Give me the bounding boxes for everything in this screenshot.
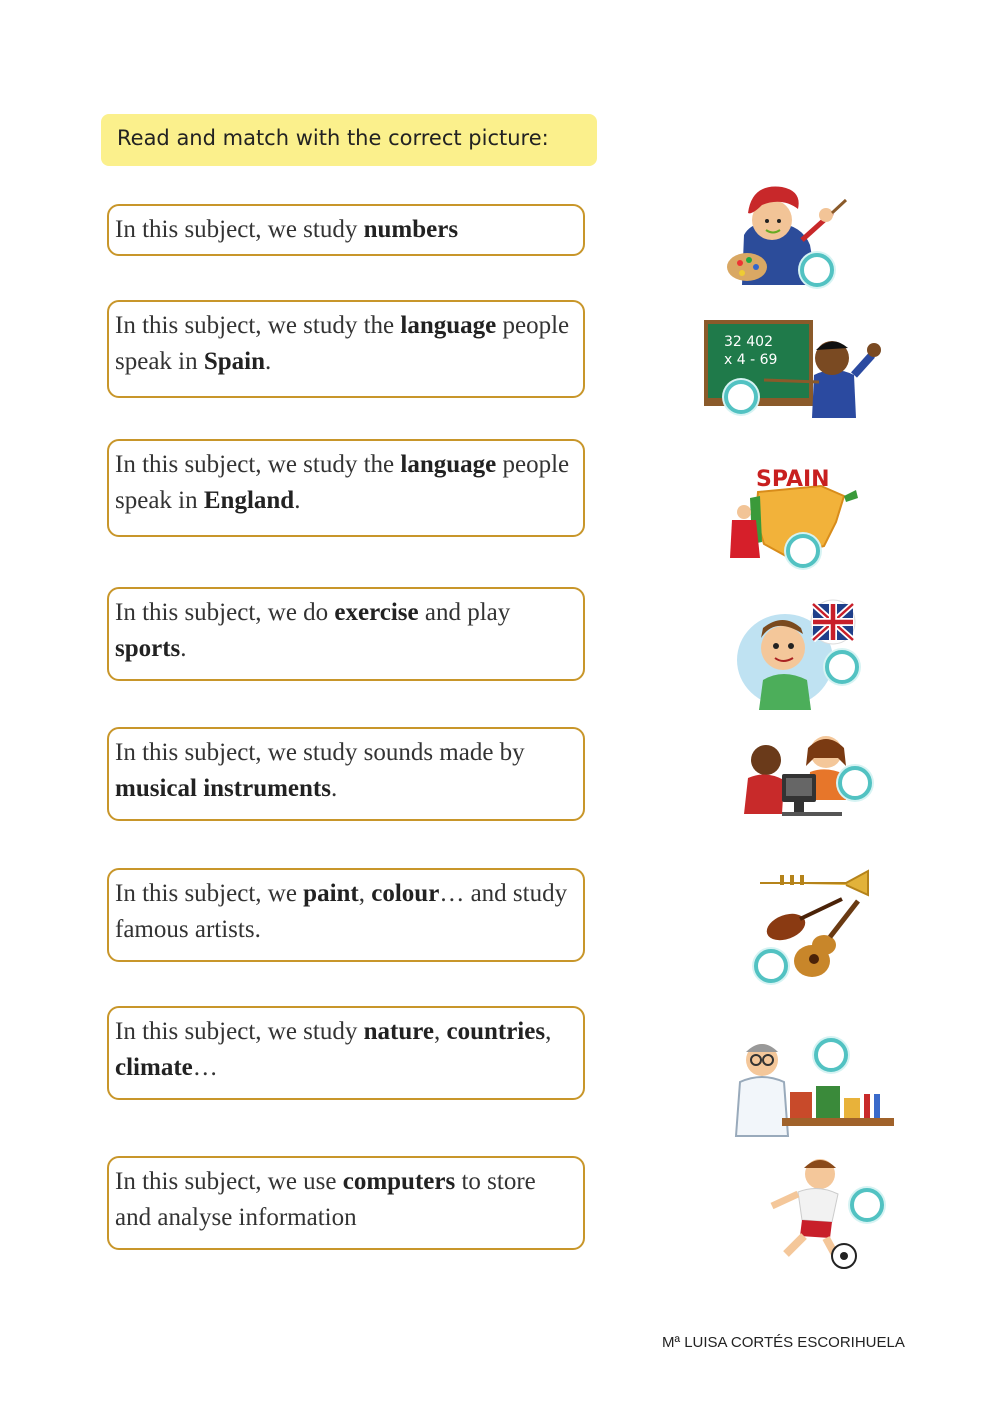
clue-text: . <box>294 487 301 514</box>
clue-box <box>107 1156 585 1250</box>
clue-box <box>107 587 585 681</box>
clue-text: … and study famous artists. <box>115 880 568 943</box>
keyword: language <box>400 312 497 339</box>
clue-text: … <box>192 1054 218 1081</box>
board-text-1: 32 402 <box>724 334 773 350</box>
clue-box <box>107 204 585 256</box>
author-credit: Mª LUISA CORTÉS ESCORIHUELA <box>662 1334 905 1351</box>
clue-text: In this subject, we study <box>115 216 364 243</box>
clue-box <box>107 727 585 821</box>
clue-text: In this subject, we do <box>115 599 335 626</box>
clue-text: people speak in <box>115 312 570 375</box>
clue-box <box>107 1006 585 1100</box>
answer-circle[interactable] <box>800 253 834 287</box>
english-teacher-picture <box>735 598 863 710</box>
keyword: sports <box>115 635 181 662</box>
computer-kids-picture <box>738 730 870 820</box>
keyword: computers <box>342 1168 456 1195</box>
answer-circle[interactable] <box>724 380 758 414</box>
football-player-picture <box>758 1150 888 1272</box>
musical-instruments-picture <box>750 865 872 983</box>
keyword: Spain <box>203 348 266 375</box>
answer-circle[interactable] <box>838 766 872 800</box>
keyword: paint <box>303 880 359 907</box>
clue-text: , <box>433 1018 447 1045</box>
answer-circle[interactable] <box>754 949 788 983</box>
clue-text: . <box>180 635 187 662</box>
instruction-banner: Read and match with the correct picture: <box>101 114 597 166</box>
clue-text: to store and analyse information <box>115 1168 536 1231</box>
keyword: climate <box>115 1054 193 1081</box>
keyword: exercise <box>334 599 419 626</box>
answer-circle[interactable] <box>850 1188 884 1222</box>
clue-text: , <box>545 1018 552 1045</box>
answer-circle[interactable] <box>825 650 859 684</box>
spain-map-picture <box>726 462 861 567</box>
clue-box <box>107 300 585 398</box>
clue-text: In this subject, we study <box>115 1018 364 1045</box>
keyword: England <box>203 487 295 514</box>
clue-text: . <box>265 348 272 375</box>
clue-text: In this subject, we study sounds made by <box>115 739 525 766</box>
clue-text: people speak in <box>115 451 570 514</box>
math-teacher-picture <box>704 320 886 420</box>
clue-box <box>107 439 585 537</box>
clue-text: and play <box>418 599 511 626</box>
keyword: numbers <box>363 216 459 243</box>
answer-circle[interactable] <box>814 1038 848 1072</box>
clue-text: , <box>358 880 372 907</box>
clue-text: . <box>330 775 338 802</box>
clue-text: In this subject, we <box>115 880 304 907</box>
answer-circle[interactable] <box>786 534 820 568</box>
keyword: countries <box>446 1018 546 1045</box>
keyword: nature <box>363 1018 434 1045</box>
board-text-2: x 4 - 69 <box>724 352 778 368</box>
clue-text: In this subject, we study the <box>115 451 401 478</box>
map-label: SPAIN <box>756 467 830 492</box>
painter-picture <box>722 175 852 290</box>
clue-text: In this subject, we study the <box>115 312 401 339</box>
clue-box <box>107 868 585 962</box>
clue-text: In this subject, we use <box>115 1168 343 1195</box>
keyword: musical instruments <box>115 775 331 802</box>
keyword: colour <box>371 880 440 907</box>
science-lab-picture <box>732 1032 896 1140</box>
keyword: language <box>400 451 497 478</box>
